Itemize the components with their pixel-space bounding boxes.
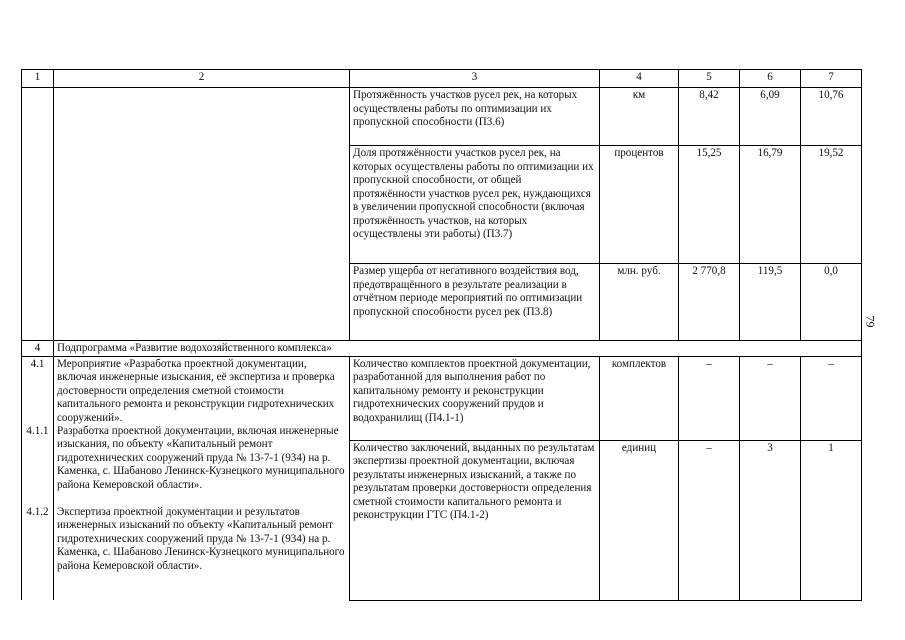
value-cell: 19,52 [801, 146, 862, 264]
section-number: 4 [22, 341, 54, 357]
indicator-cell: Размер ущерба от негативного воздействия вод, предотвращённого в результате реализации в отчётном периоде мероприятий по оптимизации пропускной способности русел рек (П3.8) [350, 264, 600, 341]
unit-cell: комплектов [600, 356, 679, 440]
unit-cell: процентов [600, 146, 679, 264]
header-cell: 6 [740, 70, 801, 88]
value-cell: – [679, 440, 740, 600]
unit-cell: единиц [600, 440, 679, 600]
header-cell: 1 [22, 70, 54, 88]
activity-cell [54, 264, 350, 341]
unit-cell: млн. руб. [600, 264, 679, 341]
table-row [22, 264, 862, 341]
item-number: 4.1.1 [26, 424, 49, 437]
value-cell: 15,25 [679, 146, 740, 264]
activity-cell [54, 146, 350, 264]
indicator-cell: Протяжённость участков русел рек, на которых осуществлены работы по оптимизации их пропускной способности (П3.6) [350, 88, 600, 146]
unit-cell: км [600, 88, 679, 146]
section-row [22, 341, 862, 357]
header-cell: 7 [801, 70, 862, 88]
header-row [22, 70, 862, 88]
value-cell: 8,42 [679, 88, 740, 146]
activity-text: Разработка проектной документации, включая инженерные изыскания, по объекту «Капитальный ремонт гидротехнических сооружений пруда № 13-7-1 (934) на р. Каменка, с. Шабаново Ленинск-Кузнецкого муниципального района Кемеровской области». [57, 424, 345, 491]
header-cell: 5 [679, 70, 740, 88]
header-cell: 4 [600, 70, 679, 88]
table-row [22, 88, 862, 146]
value-cell: – [740, 356, 801, 440]
page-number: 79 [863, 315, 878, 328]
value-cell: 2 770,8 [679, 264, 740, 341]
activity-cell [54, 356, 350, 600]
value-cell: – [801, 356, 862, 440]
value-cell: 1 [801, 440, 862, 600]
num-cell [22, 88, 54, 146]
num-cell [22, 356, 54, 600]
table-row [22, 356, 862, 440]
value-cell: 10,76 [801, 88, 862, 146]
item-number: 4.1.2 [26, 505, 49, 518]
value-cell: 0,0 [801, 264, 862, 341]
section-title: Подпрограмма «Развитие водохозяйственного комплекса» [54, 341, 862, 357]
item-number: 4.1 [30, 357, 45, 370]
table-row [22, 146, 862, 264]
header-cell: 3 [350, 70, 600, 88]
num-cell [22, 146, 54, 264]
value-cell: 119,5 [740, 264, 801, 341]
indicator-cell: Количество комплектов проектной документации, разработанной для выполнения работ по капитальному ремонту и реконструкции гидротехнических сооружений прудов и водохранилищ (П4.1-1) [350, 356, 600, 440]
activity-cell [54, 88, 350, 146]
activity-text: Экспертиза проектной документации и результатов инженерных изысканий по объекту «Капитальный ремонт гидротехнических сооружений пруда № 13-7-1 (934) на р. Каменка, с. Шабаново Ленинск-Кузнецкого муниципального района Кемеровской области». [57, 505, 345, 572]
header-cell: 2 [54, 70, 350, 88]
value-cell: 3 [740, 440, 801, 600]
num-cell [22, 264, 54, 341]
activity-text: Мероприятие «Разработка проектной документации, включая инженерные изыскания, её экспертиза и проверка достоверности определения сметной стоимости капитального ремонта и реконструкции гидротехнических сооружений». [57, 357, 335, 424]
value-cell: – [679, 356, 740, 440]
indicator-cell: Количество заключений, выданных по результатам экспертизы проектной документации, включая результаты инженерных изысканий, а также по результатам проверки достоверности определения сметной стоимости капитального ремонта и реконструкции ГТС (П4.1-2) [350, 440, 600, 600]
value-cell: 6,09 [740, 88, 801, 146]
indicator-cell: Доля протяжённости участков русел рек, на которых осуществлены работы по оптимизации их пропускной способности, от общей протяжённости участков русел рек, нуждающихся в увеличении пропускной способности (включая протяжённость участков, на которых осуществлены эти работы) (П3.7) [350, 146, 600, 264]
value-cell: 16,79 [740, 146, 801, 264]
indicators-table [21, 69, 862, 601]
